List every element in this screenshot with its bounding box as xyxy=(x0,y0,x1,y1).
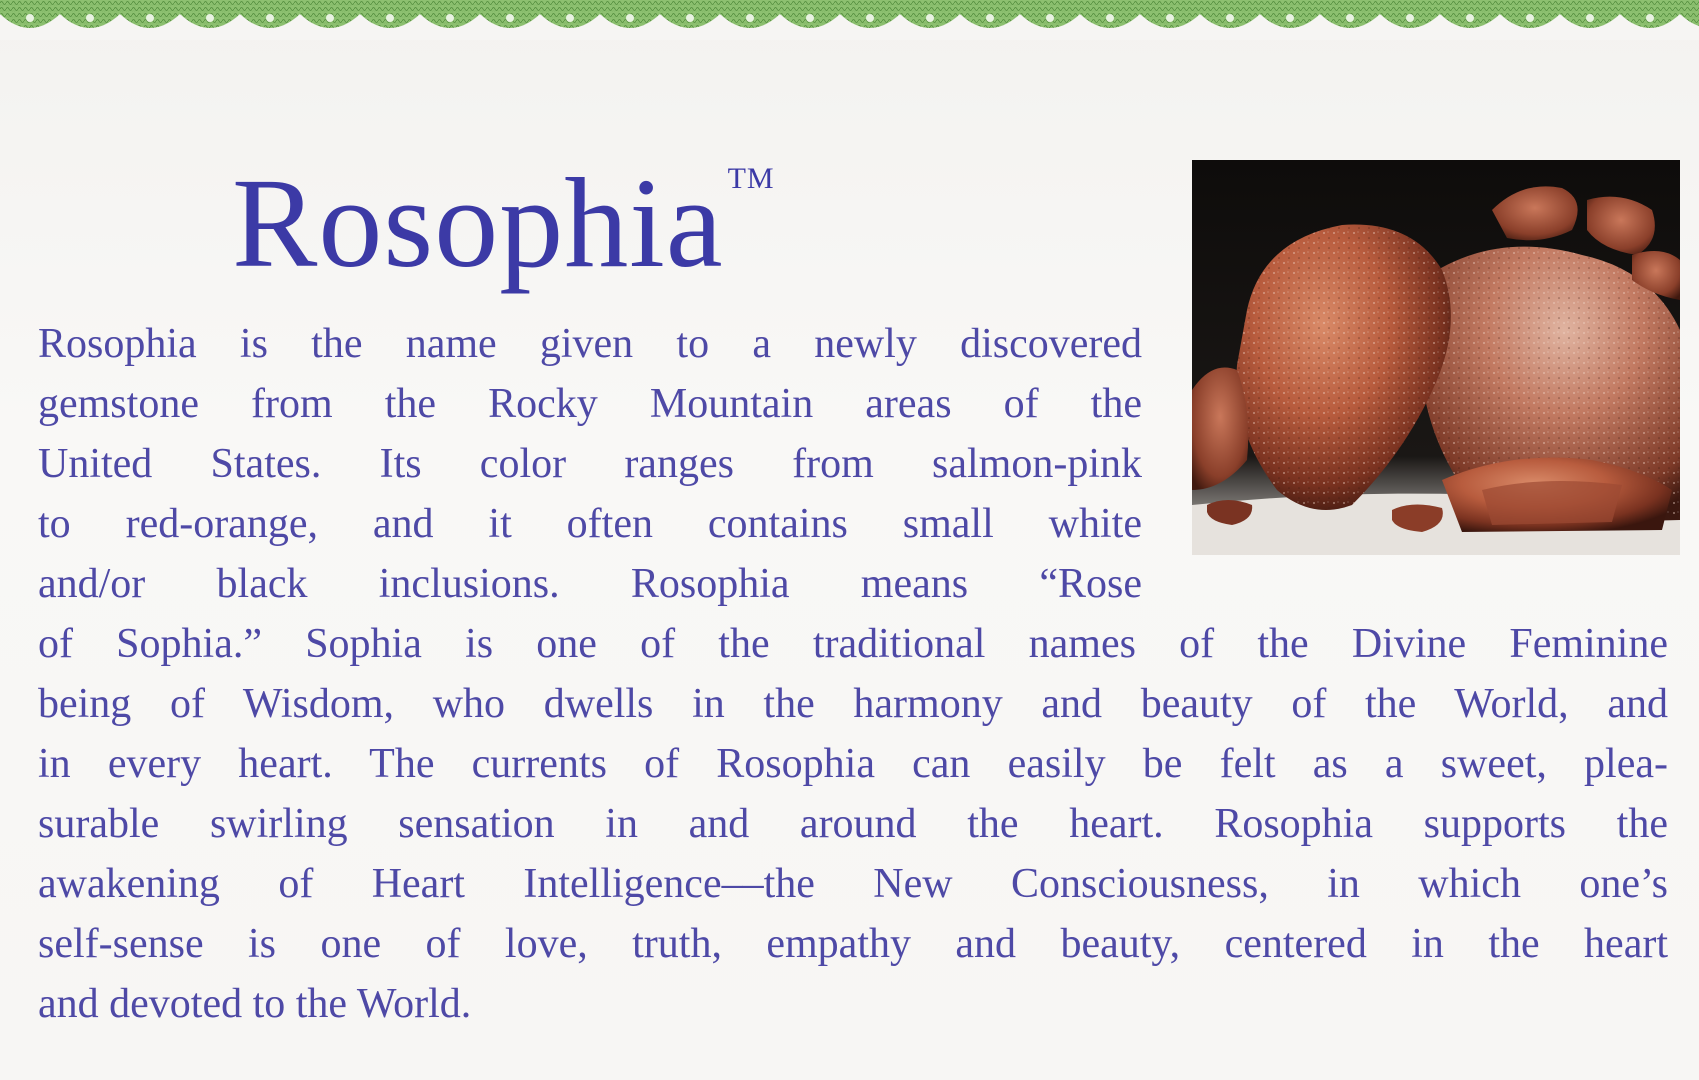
trademark-mark: TM xyxy=(727,162,775,195)
paragraph-line: to red-orange, and it often contains small white xyxy=(38,501,1142,547)
paragraph-line: and devoted to the World. xyxy=(38,981,472,1027)
border-dot xyxy=(326,14,334,22)
paragraph-line: and/or black inclusions. Rosophia means “Rose xyxy=(38,561,1142,607)
border-dot xyxy=(746,14,754,22)
border-dot xyxy=(506,14,514,22)
page-title: Rosophia xyxy=(232,152,724,294)
border-dot xyxy=(926,14,934,22)
border-dot xyxy=(446,14,454,22)
border-dot xyxy=(26,14,34,22)
border-dot xyxy=(566,14,574,22)
border-dot xyxy=(1226,14,1234,22)
border-dot xyxy=(1046,14,1054,22)
border-dot xyxy=(806,14,814,22)
border-dot xyxy=(266,14,274,22)
paragraph-line: gemstone from the Rocky Mountain areas of the xyxy=(38,381,1142,427)
border-dot xyxy=(206,14,214,22)
border-dot xyxy=(1466,14,1474,22)
border-dot xyxy=(626,14,634,22)
border-dot xyxy=(1166,14,1174,22)
paragraph-line: of Sophia.” Sophia is one of the traditional names of the Divine Feminine xyxy=(38,621,1668,667)
border-dot xyxy=(1646,14,1654,22)
border-dot xyxy=(86,14,94,22)
border-dot xyxy=(386,14,394,22)
border-dot xyxy=(1586,14,1594,22)
title-block xyxy=(232,148,775,298)
gemstone-photo xyxy=(1192,160,1680,555)
paragraph-line: surable swirling sensation in and around the heart. Rosophia supports the xyxy=(38,801,1668,847)
paragraph-line: self-sense is one of love, truth, empathy and beauty, centered in the heart xyxy=(38,921,1668,967)
border-dot xyxy=(986,14,994,22)
paragraph-line: Rosophia is the name given to a newly discovered xyxy=(38,321,1142,367)
paragraph-line: United States. Its color ranges from salmon-pink xyxy=(38,441,1142,487)
border-dot xyxy=(1526,14,1534,22)
border-dot xyxy=(1286,14,1294,22)
border-dot xyxy=(146,14,154,22)
border-dot xyxy=(866,14,874,22)
border-dot xyxy=(1346,14,1354,22)
paragraph-line: awakening of Heart Intelligence––the New Consciousness, in which one’s xyxy=(38,861,1668,907)
border-dot xyxy=(1406,14,1414,22)
decorative-green-border xyxy=(0,0,1699,40)
border-dot xyxy=(1106,14,1114,22)
paragraph-line: being of Wisdom, who dwells in the harmony and beauty of the World, and xyxy=(38,681,1668,727)
paragraph-line: in every heart. The currents of Rosophia can easily be felt as a sweet, plea- xyxy=(38,741,1668,787)
border-dot xyxy=(686,14,694,22)
